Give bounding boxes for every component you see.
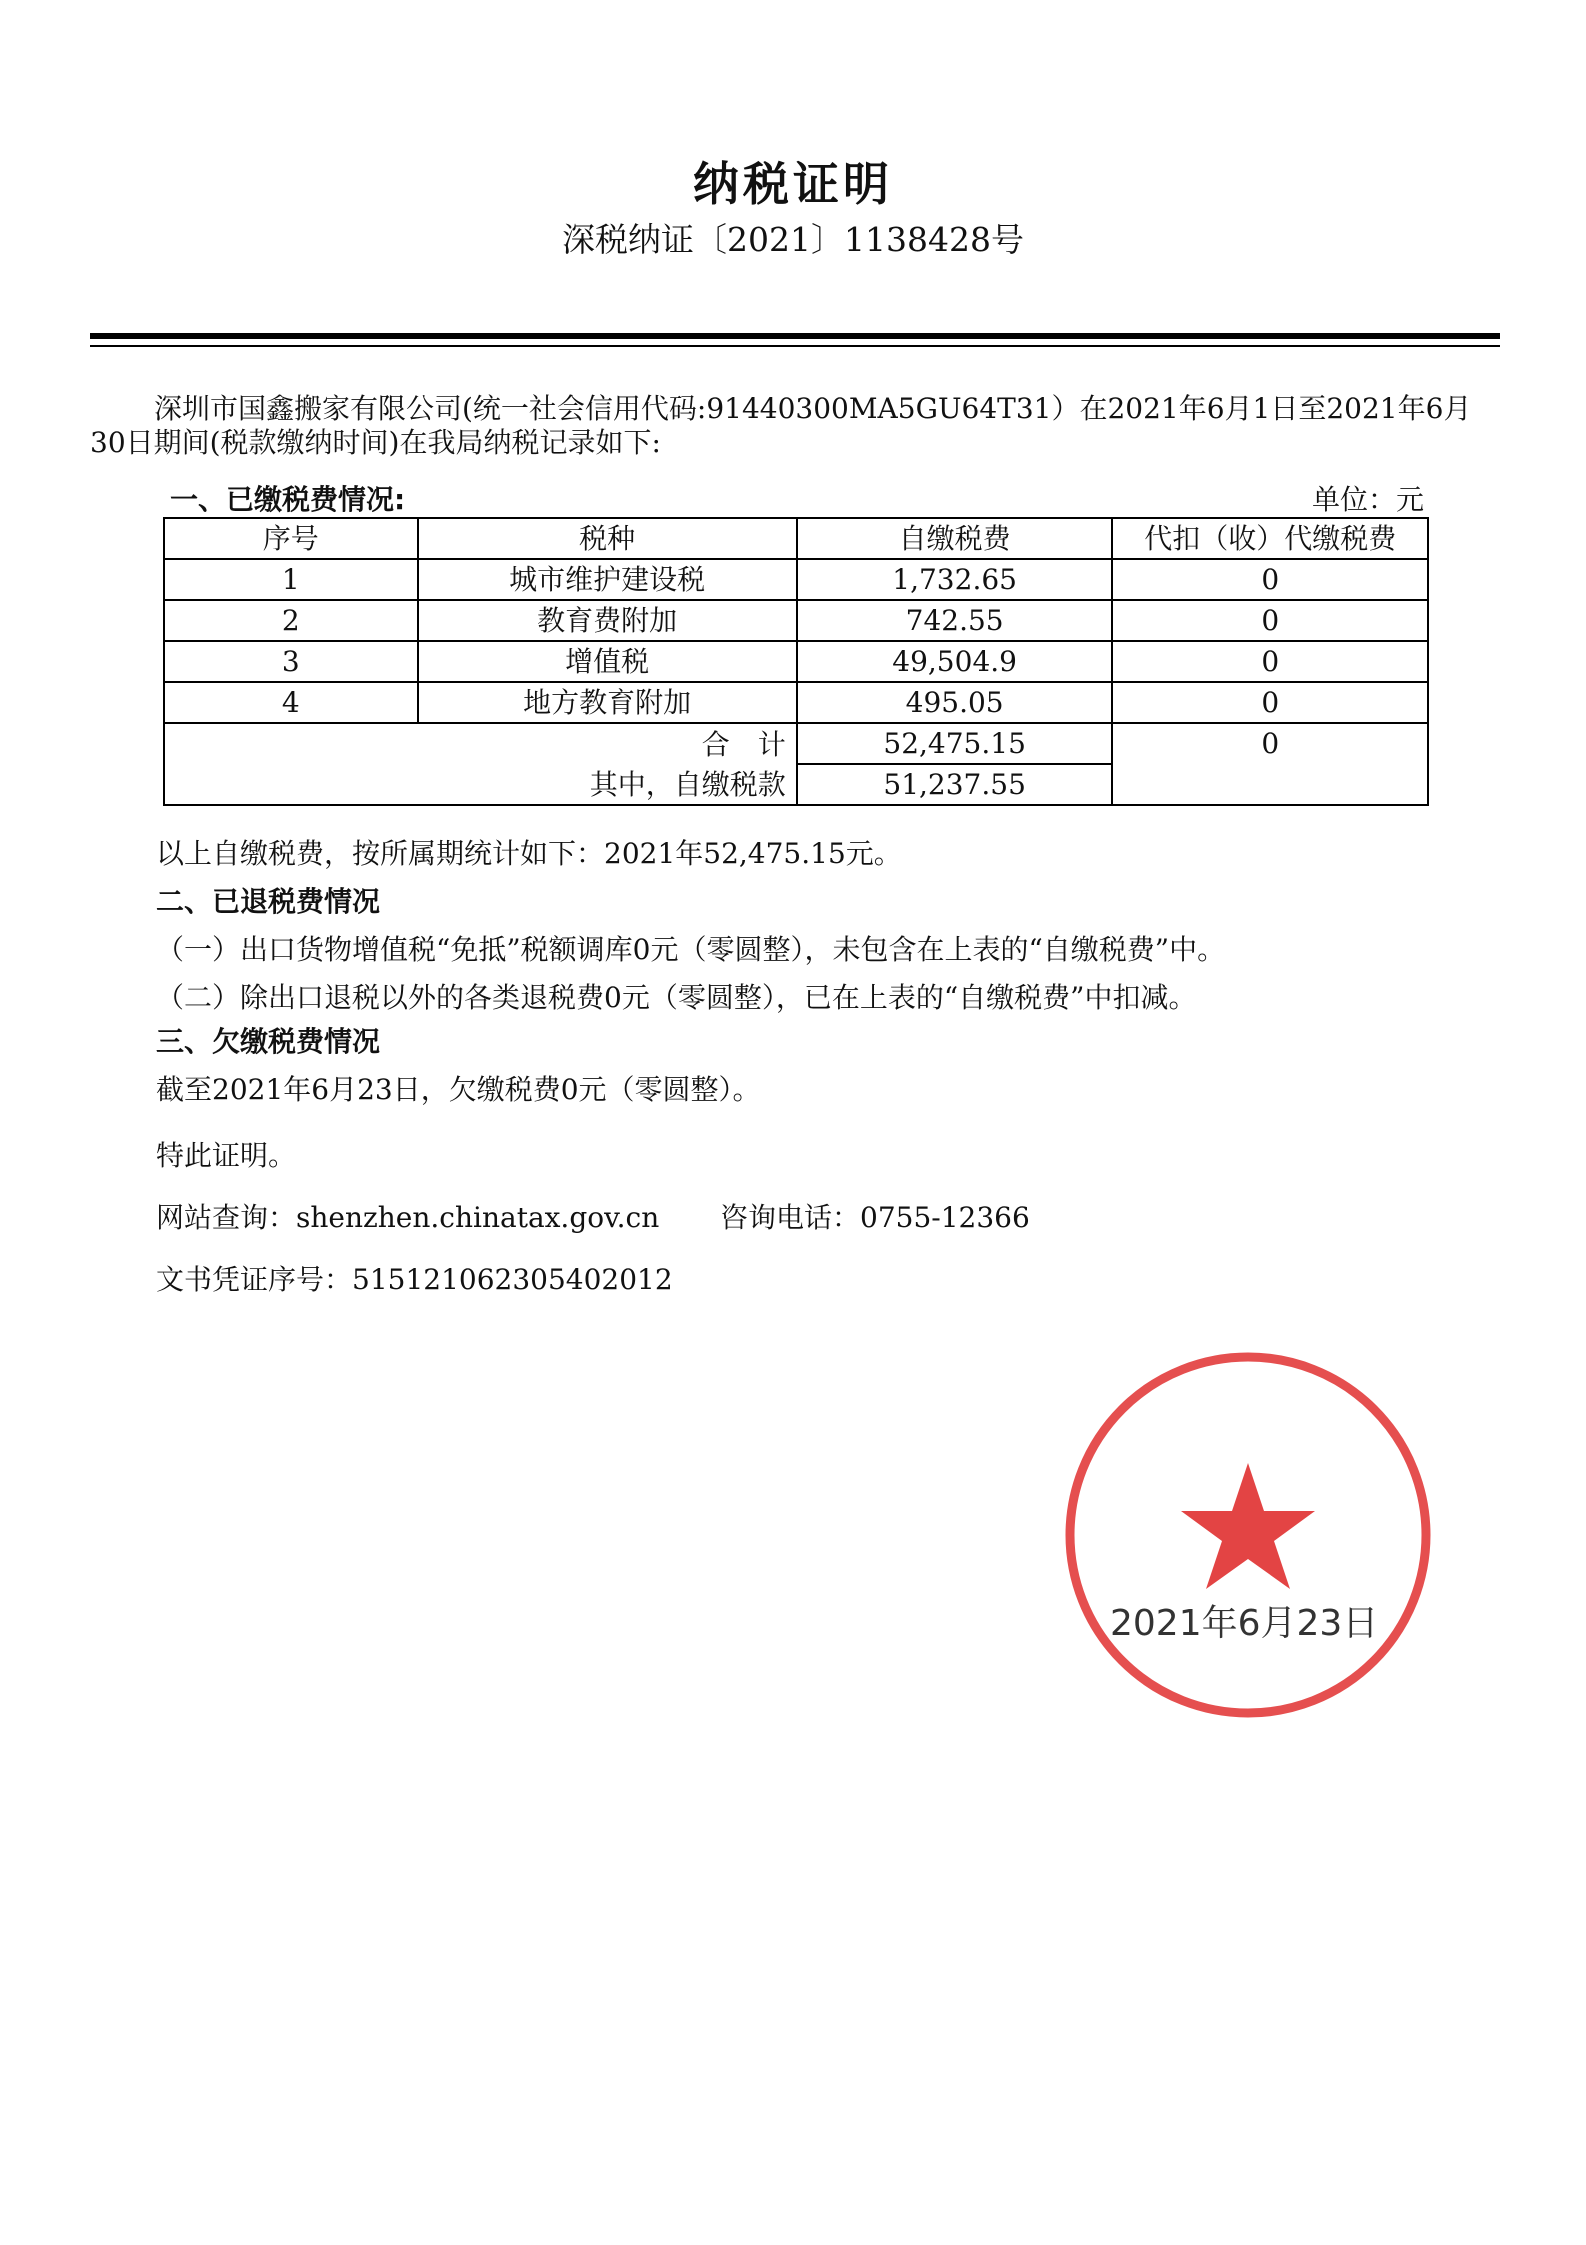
cell-type: 教育费附加 [418, 600, 797, 641]
section2-line1: （一）出口货物增值税“免抵”税额调库0元（零圆整），未包含在上表的“自缴税费”中。 [156, 933, 1226, 966]
cell-type: 城市维护建设税 [418, 559, 797, 600]
section2-heading: 二、已退税费情况 [156, 885, 381, 918]
subtotal-self: 51,237.55 [797, 764, 1113, 805]
subtotal-label: 其中，自缴税款 [164, 764, 797, 805]
tax-table [163, 517, 1429, 806]
document-title: 纳税证明 [693, 157, 893, 211]
unit-label: 单位：元 [1311, 483, 1424, 516]
section1-heading: 一、已缴税费情况: [170, 483, 406, 516]
table-row [164, 600, 1428, 641]
section3-heading: 三、欠缴税费情况 [156, 1025, 381, 1058]
summary-line: 以上自缴税费，按所属期统计如下：2021年52,475.15元。 [156, 837, 902, 870]
col-header-withheld: 代扣（收）代缴税费 [1112, 518, 1428, 559]
header-rule-thick [90, 333, 1500, 339]
document-number: 深税纳证〔2021〕1138428号 [562, 220, 1024, 259]
cell-self: 495.05 [797, 682, 1113, 723]
section2-line2: （二）除出口退税以外的各类退税费0元（零圆整），已在上表的“自缴税费”中扣减。 [156, 981, 1197, 1014]
header-rule-thin [90, 345, 1500, 347]
cell-withheld: 0 [1112, 641, 1428, 682]
closing-text: 特此证明。 [156, 1139, 297, 1172]
seal-date: 2021年6月23日 [1110, 1603, 1379, 1644]
hotline-text: 咨询电话：0755-12366 [720, 1201, 1030, 1234]
cell-no: 1 [164, 559, 418, 600]
cell-self: 49,504.9 [797, 641, 1113, 682]
website-text: 网站查询：shenzhen.chinatax.gov.cn [156, 1201, 660, 1234]
table-total-row [164, 723, 1428, 764]
cell-self: 1,732.65 [797, 559, 1113, 600]
cell-no: 3 [164, 641, 418, 682]
col-header-type: 税种 [418, 518, 797, 559]
serial-text: 文书凭证序号：515121062305402012 [156, 1263, 673, 1296]
cell-type: 增值税 [418, 641, 797, 682]
cell-withheld: 0 [1112, 559, 1428, 600]
col-header-self: 自缴税费 [797, 518, 1113, 559]
total-withheld: 0 [1112, 723, 1428, 805]
seal-star [1181, 1463, 1315, 1589]
total-self: 52,475.15 [797, 723, 1113, 764]
total-label: 合 计 [164, 723, 797, 764]
cell-type: 地方教育附加 [418, 682, 797, 723]
table-row [164, 559, 1428, 600]
cell-no: 2 [164, 600, 418, 641]
cell-no: 4 [164, 682, 418, 723]
table-header-row [164, 518, 1428, 559]
cell-withheld: 0 [1112, 600, 1428, 641]
section3-line1: 截至2021年6月23日，欠缴税费0元（零圆整）。 [156, 1073, 761, 1106]
cell-withheld: 0 [1112, 682, 1428, 723]
table-row [164, 682, 1428, 723]
table-row [164, 641, 1428, 682]
col-header-no: 序号 [164, 518, 418, 559]
official-seal [1058, 1345, 1438, 1725]
intro-paragraph: 深圳市国鑫搬家有限公司(统一社会信用代码:91440300MA5GU64T31）在2021年6月1日至2021年6月30日期间(税款缴纳时间)在我局纳税记录如下: [90, 392, 1472, 459]
cell-self: 742.55 [797, 600, 1113, 641]
